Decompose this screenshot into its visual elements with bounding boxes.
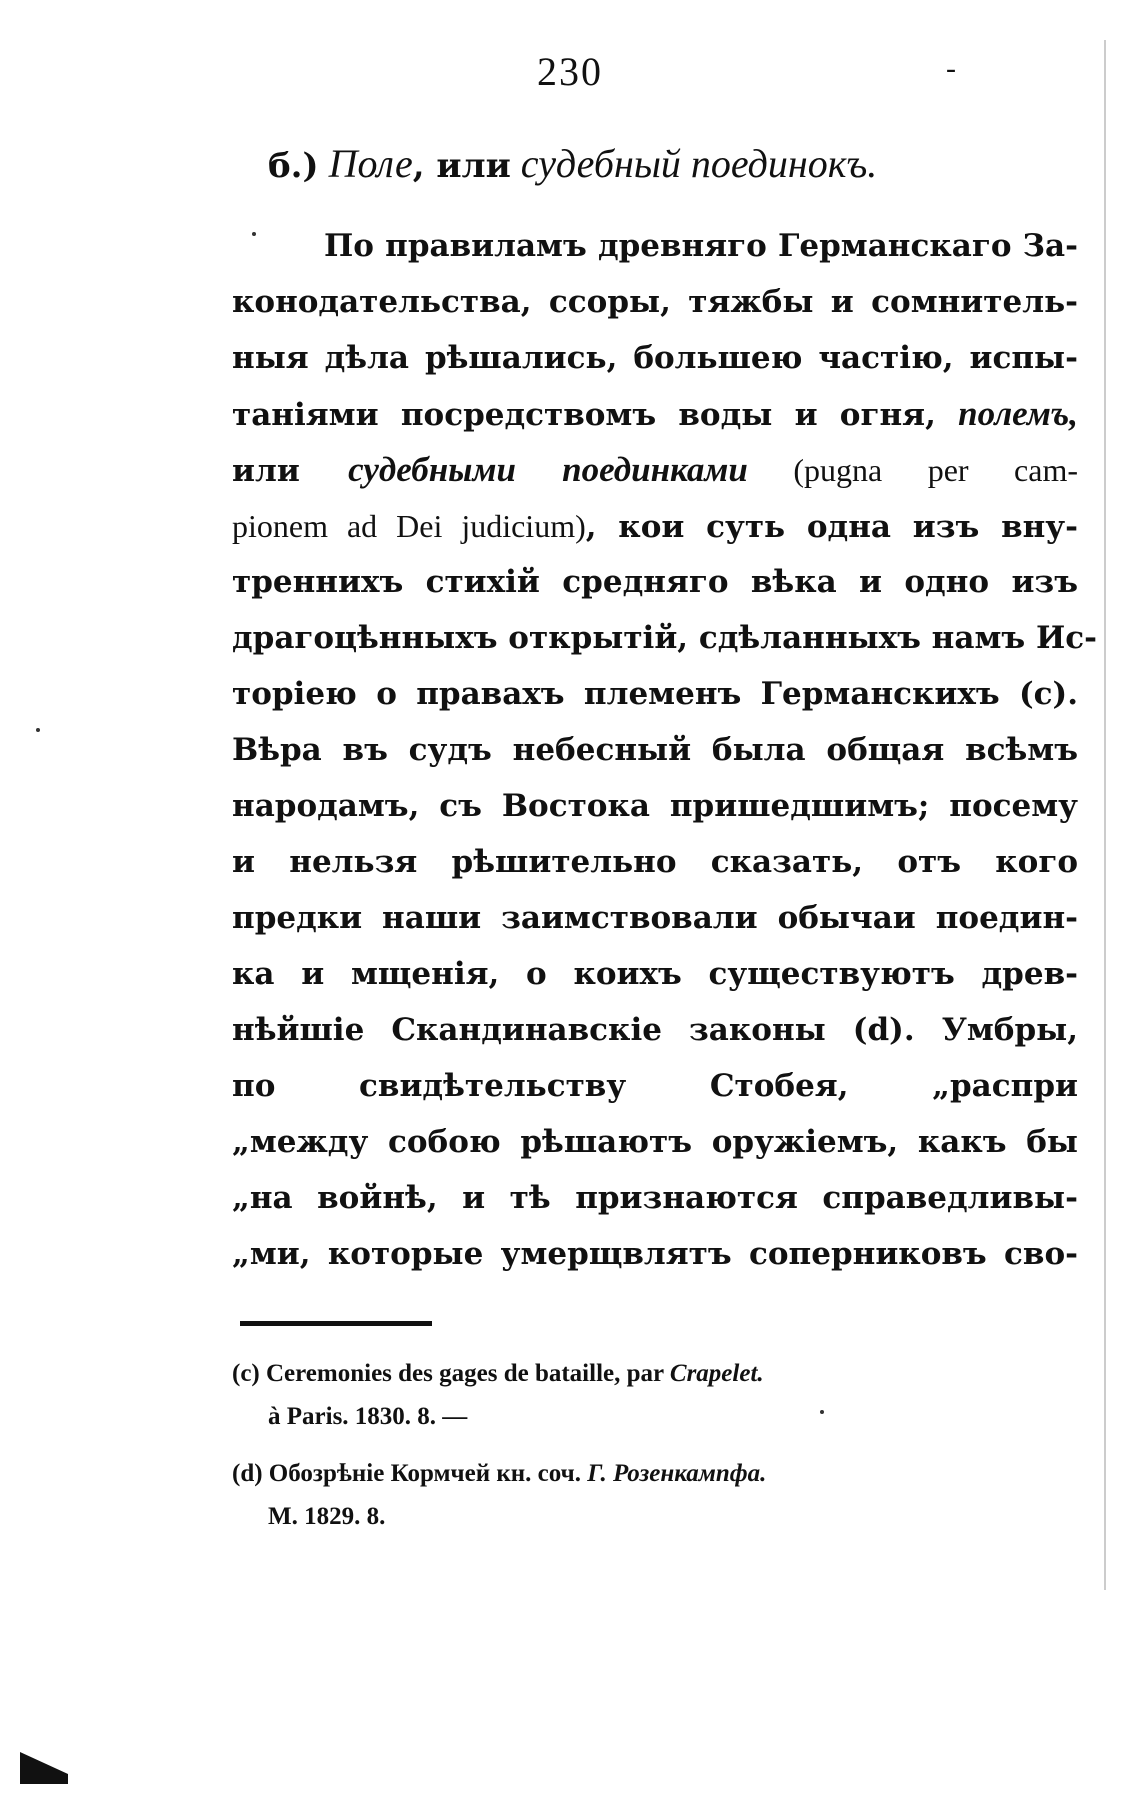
- footnote-c: [232, 1352, 1078, 1395]
- text-line: [232, 442, 1078, 498]
- text-segment: , кои суть одна изъ вну-: [585, 509, 1079, 545]
- text-segment: Вѣра въ судъ небесный была общая всѣмъ: [232, 732, 1078, 768]
- section-title-connector: , или: [412, 146, 511, 186]
- section-title: [268, 140, 1088, 187]
- text-line: [232, 722, 1078, 778]
- text-segment: По правиламъ древняго Германскаго За-: [324, 228, 1078, 264]
- footnote-d: [232, 1452, 1078, 1495]
- scan-corner-mark: [20, 1752, 68, 1774]
- text-segment: торіею о правахъ племенъ Германскихъ (c).: [232, 676, 1078, 712]
- text-segment: конодательства, ссоры, тяжбы и сомнитель-: [232, 284, 1078, 320]
- scan-speck: [252, 232, 256, 236]
- footnote-c-continuation: à Paris. 1830. 8. —: [268, 1403, 468, 1430]
- text-segment: нѣйшіе Скандинавскіе законы (d). Умбры,: [232, 1012, 1078, 1048]
- latin-phrase: pionem ad Dei judicium): [232, 508, 586, 544]
- text-line: [232, 610, 1097, 666]
- page-edge-rule: [1104, 40, 1106, 1590]
- text-line: [232, 890, 1078, 946]
- section-title-part1: Поле: [328, 141, 413, 186]
- italic-term: полемъ,: [958, 394, 1078, 433]
- text-segment: „ми, которые умерщвлятъ соперниковъ сво-: [232, 1236, 1078, 1272]
- footnote-d-text: (d) Обозрѣніе Кормчей кн. соч.: [232, 1460, 588, 1487]
- scan-speck: [820, 1410, 824, 1414]
- text-line: [232, 386, 1078, 442]
- text-line: [232, 778, 1078, 834]
- text-line: [232, 1226, 1078, 1282]
- italic-term: судебными поединками: [348, 450, 748, 489]
- page-number: 230: [537, 49, 603, 94]
- text-line: [232, 946, 1078, 1002]
- text-line: [232, 218, 1078, 274]
- text-segment: народамъ, съ Востока пришедшимъ; посему: [232, 788, 1078, 824]
- text-line: [232, 330, 1078, 386]
- section-marker: б.): [268, 146, 319, 186]
- text-line: [232, 498, 1078, 554]
- footnotes: [232, 1352, 1078, 1538]
- text-line: [232, 834, 1078, 890]
- scan-speck: [36, 728, 40, 732]
- text-line: [232, 274, 1078, 330]
- text-segment: треннихъ стихій средняго вѣка и одно изъ: [232, 564, 1078, 600]
- footnote-c-text: (c) Ceremonies des gages de bataille, par: [232, 1360, 670, 1387]
- footnote-separator: [240, 1321, 432, 1326]
- text-segment: таніями посредствомъ воды и огня,: [232, 397, 959, 433]
- text-segment: предки наши заимствовали обычаи поедин-: [232, 900, 1078, 936]
- text-segment: или: [232, 453, 349, 489]
- text-segment: ныя дѣла рѣшались, большею частію, испы-: [232, 340, 1078, 376]
- text-segment: ка и мщенія, о коихъ существуютъ древ-: [232, 956, 1078, 992]
- footnote-d-continuation: М. 1829. 8.: [268, 1503, 386, 1530]
- text-line: [232, 1114, 1078, 1170]
- text-line: [232, 554, 1078, 610]
- section-title-part2: судебный поединокъ.: [520, 141, 878, 186]
- text-segment: „между собою рѣшаютъ оружіемъ, какъ бы: [232, 1124, 1078, 1160]
- text-line: [232, 1170, 1078, 1226]
- text-line: [232, 666, 1078, 722]
- text-segment: по свидѣтельству Стобея, „распри: [232, 1068, 1078, 1104]
- text-segment: „на войнѣ, и тѣ признаются справедливы-: [232, 1180, 1078, 1216]
- text-segment: драгоцѣнныхъ открытій, сдѣланныхъ намъ Ис-: [232, 620, 1097, 656]
- text-line: [232, 1058, 1078, 1114]
- latin-phrase: (pugna per cam-: [747, 452, 1078, 488]
- corner-dash-mark: -: [946, 52, 956, 85]
- scan-corner-base: [20, 1774, 68, 1784]
- footnote-c-author: Crapelet.: [669, 1360, 764, 1387]
- text-line: [232, 1002, 1078, 1058]
- footnote-d-author: Г. Розенкампфа.: [587, 1460, 767, 1487]
- body-paragraph: [232, 218, 1097, 1282]
- text-segment: и нельзя рѣшительно сказать, отъ кого: [232, 844, 1078, 880]
